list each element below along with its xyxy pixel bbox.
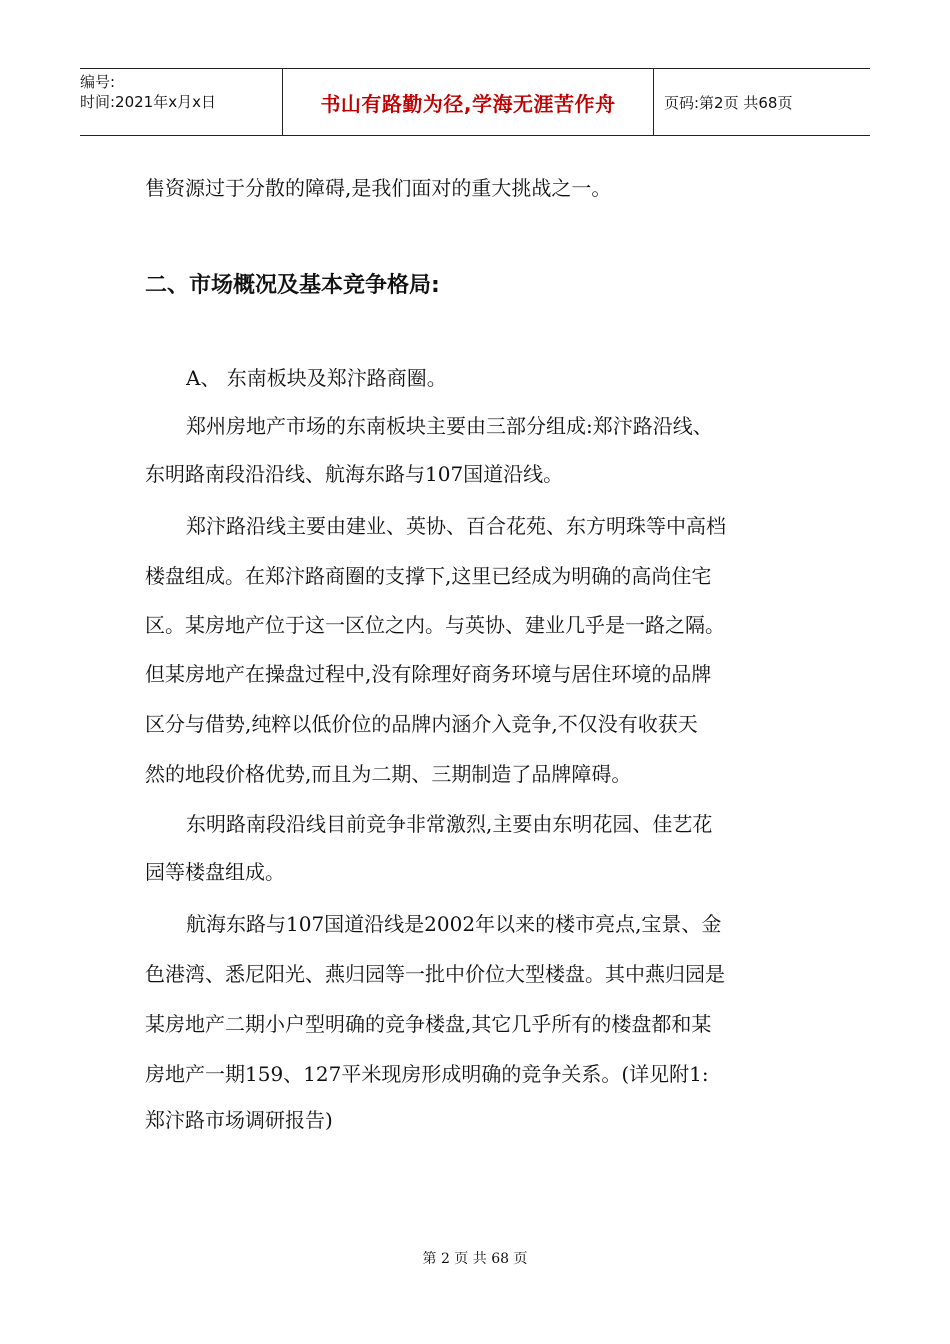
body-line: 房地产一期159、127平米现房形成明确的竞争关系。(详见附1:: [145, 1062, 709, 1086]
header-left-cell: [80, 69, 282, 135]
body-line: 郑州房地产市场的东南板块主要由三部分组成:郑汴路沿线、: [186, 414, 713, 438]
page-footer: 第 2 页 共 68 页: [422, 1251, 528, 1267]
header-page-cell: [654, 69, 870, 135]
time-label: 时间:2021年x月x日: [80, 93, 216, 111]
body-line: 色港湾、悉尼阳光、燕归园等一批中价位大型楼盘。其中燕归园是: [145, 962, 725, 986]
document-header: [80, 68, 870, 136]
body-line: A、 东南板块及郑汴路商圈。: [186, 366, 447, 390]
body-line: 售资源过于分散的障碍,是我们面对的重大挑战之一。: [145, 176, 612, 200]
body-line: 郑汴路沿线主要由建业、英协、百合花苑、东方明珠等中高档: [186, 514, 726, 538]
body-line: 园等楼盘组成。: [145, 860, 285, 884]
body-line: 航海东路与107国道沿线是2002年以来的楼市亮点,宝景、金: [186, 912, 722, 936]
body-line: 区分与借势,纯粹以低价位的品牌内涵介入竞争,不仅没有收获天: [145, 712, 698, 736]
page-info: 页码:第2页 共68页: [664, 93, 793, 112]
body-line: 然的地段价格优势,而且为二期、三期制造了品牌障碍。: [145, 762, 632, 786]
number-label: 编号:: [80, 73, 116, 91]
body-line: 东明路南段沿线目前竞争非常激烈,主要由东明花园、佳艺花: [186, 812, 713, 836]
motto-text: 书山有路勤为径,学海无涯苦作舟: [320, 91, 616, 116]
section-heading: 二、市场概况及基本竞争格局:: [145, 273, 440, 298]
body-line: 郑汴路市场调研报告): [145, 1108, 333, 1132]
body-line: 楼盘组成。在郑汴路商圈的支撑下,这里已经成为明确的高尚住宅: [145, 564, 712, 588]
body-line: 但某房地产在操盘过程中,没有除理好商务环境与居住环境的品牌: [145, 662, 712, 686]
body-line: 东明路南段沿沿线、航海东路与107国道沿线。: [145, 462, 564, 486]
body-line: 区。某房地产位于这一区位之内。与英协、建业几乎是一路之隔。: [145, 613, 725, 637]
body-line: 某房地产二期小户型明确的竞争楼盘,其它几乎所有的楼盘都和某: [145, 1012, 712, 1036]
header-motto-cell: [282, 69, 654, 135]
